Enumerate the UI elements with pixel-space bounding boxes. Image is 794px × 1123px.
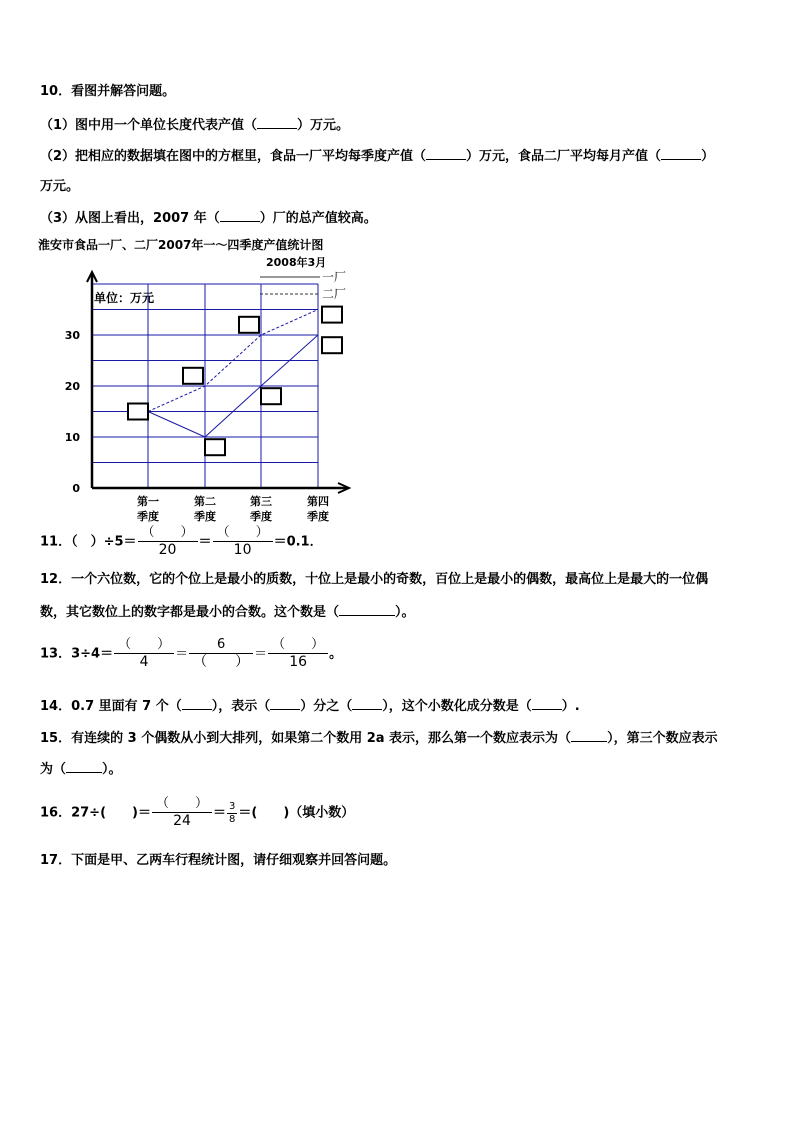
legend-label: 一厂 bbox=[322, 270, 347, 284]
q13-frac1-num: （ ） bbox=[114, 637, 174, 654]
q10-part2-text-c: ） bbox=[701, 149, 715, 164]
chart-x-ticks bbox=[137, 494, 329, 523]
q14-blank-2[interactable] bbox=[270, 697, 300, 710]
q10-part3-text-b: ）厂的总产值较高。 bbox=[259, 211, 377, 226]
q12-blank[interactable] bbox=[339, 603, 395, 616]
y-tick-label: 20 bbox=[64, 380, 80, 393]
q14-blank-3[interactable] bbox=[352, 697, 382, 710]
q12-text-a: 数，其它数位上的数字都是最小的合数。这个数是（ bbox=[40, 605, 340, 620]
y-tick-label: 0 bbox=[72, 482, 80, 495]
q11-frac2-num: （ ） bbox=[213, 525, 273, 542]
q13-prefix: 13．3÷4＝ bbox=[40, 646, 114, 662]
q11-fraction-2[interactable] bbox=[213, 525, 273, 559]
q11-frac2-den: 10 bbox=[233, 542, 252, 558]
q12-line1: 12．一个六位数，它的个位上是最小的质数，十位上是最小的奇数，百位上是最小的偶数，最高位上是最大的一位偶 bbox=[40, 572, 709, 587]
x-tick-label: 第三 bbox=[250, 495, 272, 508]
q17: 17．下面是甲、乙两车行程统计图，请仔细观察并回答问题。 bbox=[40, 853, 397, 868]
q13-eq1: ＝ bbox=[175, 646, 189, 662]
q16-frac2-num: 3 bbox=[229, 800, 236, 812]
chart-subtitle: 2008年3月 bbox=[266, 256, 327, 269]
chart-series bbox=[148, 310, 318, 438]
q11 bbox=[40, 525, 323, 559]
y-tick-label: 10 bbox=[64, 431, 80, 444]
q10-part2-blank-2[interactable] bbox=[661, 147, 701, 160]
q10-title: 10．看图并解答问题。 bbox=[40, 84, 176, 99]
q10-part1-text-b: ）万元。 bbox=[297, 118, 350, 133]
q11-prefix: 11．（ ）÷5＝ bbox=[40, 534, 137, 550]
q12-text-b: ）。 bbox=[395, 605, 415, 620]
q15-text-b: ），第三个数应表示 bbox=[607, 731, 718, 746]
chart-legend bbox=[260, 270, 346, 301]
y-tick-label: 30 bbox=[64, 329, 80, 342]
q10-part2 bbox=[40, 147, 714, 165]
q11-suffix: ＝0.1． bbox=[273, 534, 323, 550]
q13-frac3-num: （ ） bbox=[268, 637, 328, 654]
q16-frac1-den: 24 bbox=[173, 813, 191, 829]
q16 bbox=[40, 796, 354, 830]
legend-label: 二厂 bbox=[322, 287, 347, 301]
chart-answer-boxes bbox=[128, 307, 342, 456]
chart-title: 淮安市食品一厂、二厂2007年一～四季度产值统计图 bbox=[38, 238, 324, 252]
x-tick-label: 第四 bbox=[307, 495, 329, 508]
q15-line1 bbox=[40, 729, 718, 747]
q11-frac1-den: 20 bbox=[158, 542, 177, 558]
q16-eq: ＝ bbox=[212, 805, 226, 821]
answer-box bbox=[322, 307, 342, 323]
chart-y-ticks bbox=[65, 329, 81, 495]
q14-blank-4[interactable] bbox=[532, 697, 562, 710]
q14-text-a: 14．0.7 里面有 7 个（ bbox=[40, 699, 182, 714]
q15-text-c: 为（ bbox=[40, 762, 67, 777]
q12-line2 bbox=[40, 603, 415, 621]
q14 bbox=[40, 697, 580, 715]
q16-frac1-num: （ ） bbox=[152, 796, 212, 813]
q13 bbox=[40, 637, 342, 671]
q15-text-d: ）。 bbox=[102, 762, 122, 777]
q13-frac1-den: 4 bbox=[139, 654, 149, 670]
q16-prefix: 16．27÷( )＝ bbox=[40, 805, 151, 821]
q11-fraction-1[interactable] bbox=[138, 525, 198, 559]
chart-unit-label: 单位：万元 bbox=[94, 291, 155, 305]
q16-suffix: ＝( )（填小数） bbox=[238, 805, 355, 821]
q13-eq2: ＝ bbox=[254, 646, 268, 662]
q10-part1-text-a: （1）图中用一个单位长度代表产值（ bbox=[40, 118, 258, 133]
q14-text-c: ）分之（ bbox=[300, 699, 353, 714]
answer-box bbox=[183, 368, 203, 384]
q10-part3-blank[interactable] bbox=[220, 209, 260, 222]
q13-frac2-den: （ ） bbox=[193, 654, 250, 670]
x-tick-label: 第二 bbox=[194, 495, 216, 508]
q14-text-d: ），这个小数化成分数是（ bbox=[382, 699, 532, 714]
q15-text-a: 15．有连续的 3 个偶数从小到大排列，如果第二个数用 2a 表示，那么第一个数应表示为（ bbox=[40, 731, 572, 746]
q10-part3-text-a: （3）从图上看出，2007 年（ bbox=[40, 211, 220, 226]
q10-part1-blank[interactable] bbox=[257, 116, 297, 129]
q15-line2 bbox=[40, 760, 122, 778]
x-tick-label: 季度 bbox=[194, 510, 216, 523]
production-line-chart bbox=[30, 232, 400, 524]
q10-part2-cont: 万元。 bbox=[40, 179, 80, 194]
x-tick-label: 季度 bbox=[137, 510, 159, 523]
q16-fraction-1[interactable] bbox=[152, 796, 212, 830]
x-tick-label: 季度 bbox=[307, 510, 329, 523]
q13-frac3-den: 16 bbox=[289, 654, 308, 670]
answer-box bbox=[239, 317, 259, 333]
x-tick-label: 第一 bbox=[137, 495, 159, 508]
q16-frac2-den: 8 bbox=[229, 813, 236, 825]
answer-box bbox=[322, 337, 342, 353]
q13-fraction-3[interactable] bbox=[268, 637, 328, 671]
q10-part1 bbox=[40, 116, 349, 134]
q13-frac2-num: 6 bbox=[189, 637, 253, 654]
q14-text-e: ）. bbox=[561, 699, 580, 714]
q15-blank-2[interactable] bbox=[66, 760, 102, 773]
answer-box bbox=[128, 404, 148, 420]
answer-box bbox=[261, 388, 281, 404]
q15-blank-1[interactable] bbox=[571, 729, 607, 742]
q11-eq: ＝ bbox=[198, 534, 212, 550]
q10-part2-text-a: （2）把相应的数据填在图中的方框里，食品一厂平均每季度产值（ bbox=[40, 149, 427, 164]
q13-fraction-2[interactable] bbox=[189, 637, 253, 671]
q13-suffix: 。 bbox=[329, 646, 343, 662]
x-tick-label: 季度 bbox=[250, 510, 272, 523]
q13-fraction-1[interactable] bbox=[114, 637, 174, 671]
q11-frac1-num: （ ） bbox=[138, 525, 198, 542]
q10-part2-blank-1[interactable] bbox=[426, 147, 466, 160]
chart-axes bbox=[87, 272, 349, 493]
q10-part2-text-b: ）万元，食品二厂平均每月产值（ bbox=[466, 149, 662, 164]
answer-box bbox=[205, 439, 225, 455]
q14-text-b: ），表示（ bbox=[211, 699, 271, 714]
q10-part3 bbox=[40, 209, 377, 227]
q16-fraction-2 bbox=[227, 801, 237, 826]
q14-blank-1[interactable] bbox=[182, 697, 212, 710]
